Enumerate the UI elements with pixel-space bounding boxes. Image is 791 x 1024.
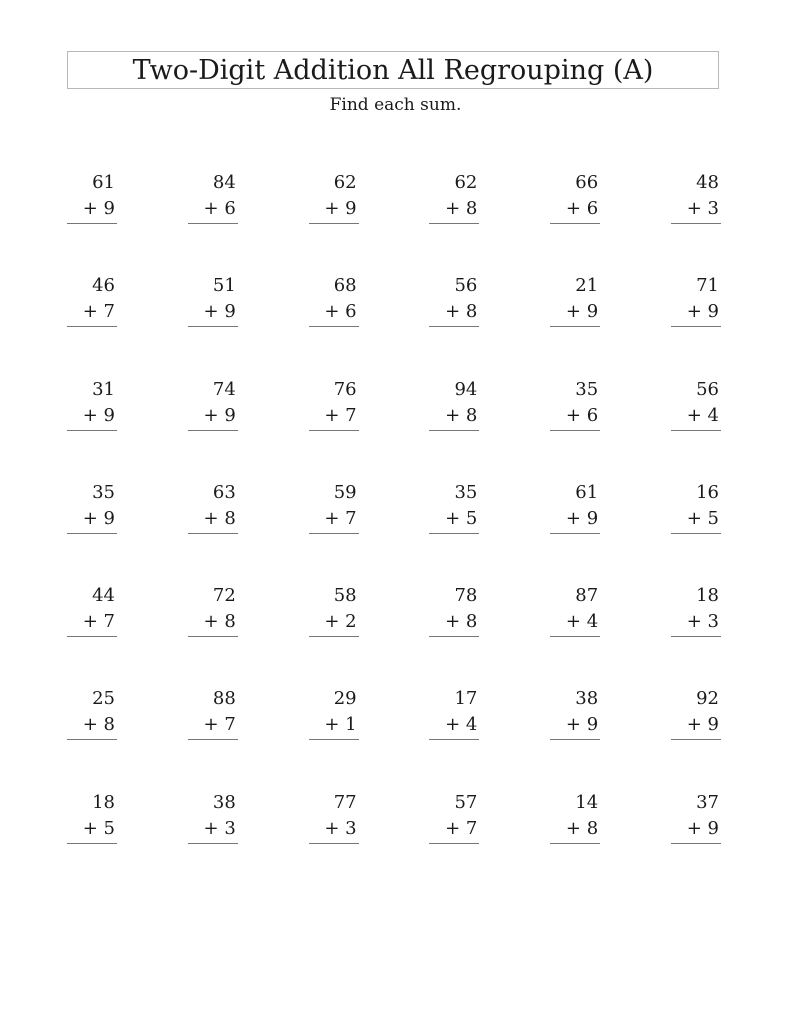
answer-line: [671, 739, 721, 740]
problem-bottom-addend: + 8: [203, 611, 236, 633]
problem-bottom-addend: + 9: [686, 817, 719, 839]
answer-line: [188, 430, 238, 431]
addition-problem: [429, 583, 479, 686]
addition-problem: [671, 583, 721, 686]
problem-top-addend: 63: [212, 481, 236, 503]
answer-line: [309, 636, 359, 637]
problem-bottom-addend: + 5: [445, 507, 478, 529]
problem-top-addend: 16: [696, 481, 719, 503]
answer-line: [67, 430, 117, 431]
problem-top-addend: 51: [212, 275, 236, 297]
addition-problem: [67, 480, 117, 583]
problem-top-addend: 56: [454, 275, 478, 297]
addition-problem: [67, 170, 117, 273]
answer-line: [188, 843, 238, 844]
addition-problem: [550, 170, 600, 273]
addition-problem: [550, 583, 600, 686]
problem-top-addend: 31: [92, 378, 115, 400]
problem-bottom-addend: + 8: [445, 301, 478, 323]
problem-bottom-addend: + 4: [445, 714, 478, 736]
answer-line: [309, 739, 359, 740]
answer-line: [188, 326, 238, 327]
answer-line: [429, 533, 479, 534]
problem-bottom-addend: + 3: [686, 198, 719, 219]
problem-top-addend: 59: [333, 481, 357, 503]
answer-line: [67, 223, 117, 224]
addition-problem: [188, 583, 238, 686]
addition-problem: [188, 377, 238, 480]
answer-line: [671, 533, 721, 534]
problem-top-addend: 62: [454, 172, 478, 193]
addition-problem: [671, 686, 721, 789]
addition-problem: [67, 686, 117, 789]
addition-problem: [671, 170, 721, 273]
problem-top-addend: 78: [454, 585, 478, 607]
problem-bottom-addend: + 7: [445, 817, 478, 839]
problem-top-addend: 87: [575, 585, 599, 607]
addition-problem: [188, 170, 238, 273]
answer-line: [671, 843, 721, 844]
problem-top-addend: 35: [454, 481, 478, 503]
answer-line: [429, 430, 479, 431]
answer-line: [188, 533, 238, 534]
problem-top-addend: 72: [212, 585, 236, 607]
addition-problem: [671, 273, 721, 376]
addition-problem: [671, 480, 721, 583]
answer-line: [188, 739, 238, 740]
problem-top-addend: 88: [212, 688, 236, 710]
problem-bottom-addend: + 9: [565, 301, 599, 323]
addition-problem: [188, 686, 238, 789]
answer-line: [67, 326, 117, 327]
problem-top-addend: 71: [696, 275, 719, 297]
problem-bottom-addend: + 9: [82, 198, 115, 219]
answer-line: [671, 430, 721, 431]
addition-problem: [550, 480, 600, 583]
problem-bottom-addend: + 8: [445, 611, 478, 633]
answer-line: [550, 843, 600, 844]
problem-bottom-addend: + 6: [565, 404, 599, 426]
problem-bottom-addend: + 8: [203, 507, 236, 529]
worksheet-title: Two-Digit Addition All Regrouping (A): [67, 51, 719, 89]
addition-problem: [550, 686, 600, 789]
problem-grid: [67, 170, 721, 893]
problem-bottom-addend: + 9: [203, 301, 236, 323]
problem-bottom-addend: + 9: [565, 507, 599, 529]
problem-bottom-addend: + 3: [686, 611, 719, 633]
answer-line: [550, 533, 600, 534]
problem-bottom-addend: + 6: [203, 198, 236, 219]
answer-line: [309, 326, 359, 327]
problem-bottom-addend: + 8: [445, 198, 478, 219]
problem-top-addend: 58: [333, 585, 357, 607]
answer-line: [671, 636, 721, 637]
answer-line: [550, 636, 600, 637]
problem-bottom-addend: + 8: [445, 404, 478, 426]
problem-bottom-addend: + 6: [565, 198, 599, 219]
problem-top-addend: 46: [92, 275, 115, 297]
answer-line: [429, 223, 479, 224]
addition-problem: [67, 273, 117, 376]
problem-top-addend: 14: [575, 791, 599, 813]
problem-top-addend: 37: [696, 791, 719, 813]
problem-bottom-addend: + 8: [82, 714, 115, 736]
answer-line: [429, 326, 479, 327]
problem-top-addend: 76: [333, 378, 357, 400]
addition-problem: [550, 377, 600, 480]
answer-line: [309, 430, 359, 431]
problem-top-addend: 61: [575, 481, 599, 503]
answer-line: [550, 326, 600, 327]
problem-bottom-addend: + 3: [203, 817, 236, 839]
problem-bottom-addend: + 5: [82, 817, 115, 839]
problem-bottom-addend: + 9: [565, 714, 599, 736]
worksheet-instructions: Find each sum.: [329, 95, 462, 115]
addition-problem: [429, 170, 479, 273]
answer-line: [309, 533, 359, 534]
answer-line: [67, 636, 117, 637]
addition-problem: [188, 273, 238, 376]
problem-top-addend: 35: [575, 378, 599, 400]
problem-top-addend: 48: [696, 172, 719, 193]
problem-top-addend: 18: [696, 585, 719, 607]
problem-top-addend: 62: [333, 172, 357, 193]
problem-bottom-addend: + 9: [203, 404, 236, 426]
problem-top-addend: 94: [454, 378, 478, 400]
problem-top-addend: 17: [454, 688, 478, 710]
problem-top-addend: 92: [696, 688, 719, 710]
problem-bottom-addend: + 7: [82, 301, 115, 323]
problem-top-addend: 56: [696, 378, 719, 400]
answer-line: [429, 739, 479, 740]
answer-line: [671, 223, 721, 224]
problem-bottom-addend: + 7: [324, 404, 357, 426]
problem-top-addend: 61: [92, 172, 115, 193]
answer-line: [188, 636, 238, 637]
addition-problem: [67, 790, 117, 893]
addition-problem: [550, 790, 600, 893]
answer-line: [309, 843, 359, 844]
problem-top-addend: 29: [333, 688, 357, 710]
addition-problem: [309, 170, 359, 273]
answer-line: [550, 223, 600, 224]
problem-top-addend: 21: [575, 275, 599, 297]
answer-line: [671, 326, 721, 327]
answer-line: [188, 223, 238, 224]
answer-line: [550, 739, 600, 740]
addition-problem: [671, 377, 721, 480]
addition-problem: [309, 790, 359, 893]
answer-line: [67, 843, 117, 844]
answer-line: [67, 739, 117, 740]
problem-bottom-addend: + 7: [203, 714, 236, 736]
addition-problem: [429, 790, 479, 893]
addition-problem: [429, 273, 479, 376]
addition-problem: [309, 686, 359, 789]
addition-problem: [429, 480, 479, 583]
addition-problem: [188, 480, 238, 583]
addition-problem: [429, 377, 479, 480]
problem-top-addend: 66: [575, 172, 599, 193]
problem-bottom-addend: + 2: [324, 611, 357, 633]
problem-bottom-addend: + 6: [324, 301, 357, 323]
problem-bottom-addend: + 4: [686, 404, 719, 426]
answer-line: [309, 223, 359, 224]
answer-line: [550, 430, 600, 431]
addition-problem: [67, 583, 117, 686]
problem-top-addend: 38: [575, 688, 599, 710]
addition-problem: [550, 273, 600, 376]
problem-top-addend: 57: [454, 791, 478, 813]
problem-bottom-addend: + 8: [565, 817, 599, 839]
addition-problem: [309, 480, 359, 583]
problem-top-addend: 35: [92, 481, 115, 503]
addition-problem: [188, 790, 238, 893]
problem-bottom-addend: + 9: [324, 198, 357, 219]
answer-line: [429, 636, 479, 637]
problem-top-addend: 84: [212, 172, 236, 193]
addition-problem: [309, 583, 359, 686]
problem-bottom-addend: + 9: [82, 404, 115, 426]
problem-bottom-addend: + 4: [565, 611, 599, 633]
problem-bottom-addend: + 3: [324, 817, 357, 839]
answer-line: [67, 533, 117, 534]
problem-bottom-addend: + 7: [82, 611, 115, 633]
problem-top-addend: 68: [333, 275, 357, 297]
problem-top-addend: 74: [212, 378, 236, 400]
problem-top-addend: 18: [92, 791, 115, 813]
problem-bottom-addend: + 9: [686, 301, 719, 323]
problem-top-addend: 77: [333, 791, 357, 813]
addition-problem: [671, 790, 721, 893]
addition-problem: [309, 273, 359, 376]
problem-top-addend: 38: [212, 791, 236, 813]
addition-problem: [429, 686, 479, 789]
answer-line: [429, 843, 479, 844]
addition-problem: [309, 377, 359, 480]
problem-bottom-addend: + 5: [686, 507, 719, 529]
addition-problem: [67, 377, 117, 480]
problem-top-addend: 44: [92, 585, 115, 607]
problem-bottom-addend: + 7: [324, 507, 357, 529]
problem-top-addend: 25: [92, 688, 115, 710]
problem-bottom-addend: + 1: [324, 714, 357, 736]
problem-bottom-addend: + 9: [686, 714, 719, 736]
problem-bottom-addend: + 9: [82, 507, 115, 529]
